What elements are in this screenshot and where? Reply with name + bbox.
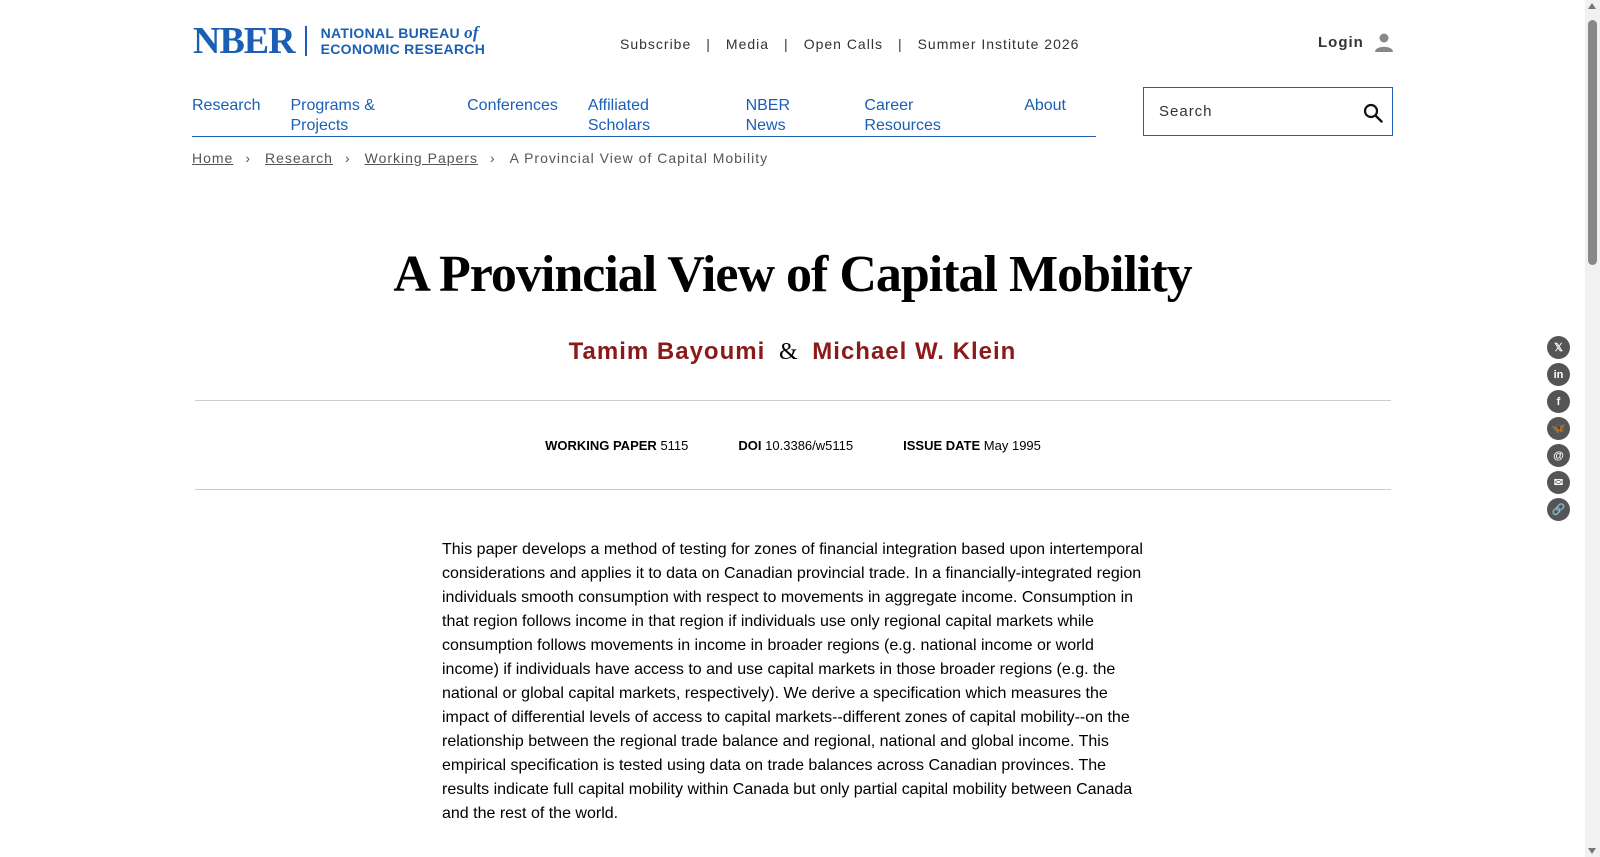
breadcrumb-current: A Provincial View of Capital Mobility: [509, 150, 769, 166]
breadcrumb-home[interactable]: Home: [192, 150, 234, 166]
logo-line1: NATIONAL BUREAU: [320, 25, 465, 41]
working-paper-number: 5115: [660, 437, 689, 453]
doi-label: DOI: [738, 437, 762, 453]
search-button[interactable]: [1362, 102, 1384, 124]
chevron-right-icon: ›: [344, 150, 351, 166]
nav-item-conferences[interactable]: Conferences: [467, 97, 558, 114]
breadcrumb-research[interactable]: Research: [265, 150, 333, 166]
logo-divider: [305, 26, 307, 56]
login-label: Login: [1318, 33, 1364, 51]
user-icon: [1374, 32, 1394, 52]
utility-separator: |: [706, 36, 711, 52]
nav-item-career-resources[interactable]: Career Resources: [864, 97, 941, 134]
logo-text: [321, 25, 486, 57]
utility-link-media[interactable]: Media: [725, 36, 770, 52]
logo-line2: ECONOMIC RESEARCH: [320, 41, 486, 57]
share-bar: [1547, 336, 1570, 525]
nav-item-about[interactable]: About: [1024, 97, 1066, 114]
nber-logo[interactable]: [193, 22, 485, 60]
doi-value: 10.3386/w5115: [765, 437, 854, 453]
utility-link-subscribe[interactable]: Subscribe: [620, 36, 692, 52]
doi-meta: [738, 438, 853, 453]
author-list: [0, 338, 1585, 366]
nav-item-programs-projects[interactable]: Programs & Projects: [290, 97, 375, 134]
bluesky-share-icon[interactable]: 🦋: [1547, 417, 1570, 440]
copy-link-icon[interactable]: 🔗: [1547, 498, 1570, 521]
logo-mark: NBER: [193, 20, 295, 62]
issue-date-meta: [903, 438, 1041, 453]
logo-of: of: [464, 23, 479, 42]
utility-separator: |: [784, 36, 789, 52]
page-title: A Provincial View of Capital Mobility: [393, 246, 1192, 303]
utility-link-summer-institute[interactable]: Summer Institute 2026: [917, 36, 1080, 52]
utility-link-open-calls[interactable]: Open Calls: [803, 36, 883, 52]
nav-item-nber-news[interactable]: NBER News: [745, 97, 791, 134]
x-share-icon[interactable]: 𝕏: [1547, 336, 1570, 359]
search-input[interactable]: [1144, 103, 1344, 120]
email-share-icon[interactable]: ✉: [1547, 471, 1570, 494]
author-separator: &: [778, 339, 799, 365]
search-box: [1143, 87, 1393, 136]
linkedin-share-icon[interactable]: in: [1547, 363, 1570, 386]
utility-nav: [620, 36, 1079, 52]
facebook-share-icon[interactable]: f: [1547, 390, 1570, 413]
search-icon: [1363, 103, 1383, 123]
author-link-bayoumi[interactable]: Tamim Bayoumi: [568, 338, 766, 365]
utility-separator: |: [897, 36, 903, 52]
nav-item-research[interactable]: Research: [192, 97, 261, 114]
issue-date-label: ISSUE DATE: [903, 437, 981, 453]
scrollbar-thumb[interactable]: [1588, 20, 1597, 265]
scroll-down-arrow-icon[interactable]: [1588, 848, 1596, 854]
abstract: This paper develops a method of testing for zones of financial integration based upon intertemporal considerations and applies it to data on Canadian provincial trade. In a financially-integrated region individuals smooth consumption with respect to movements in aggregate income. Consumption in that region follows income in that region if individuals use only regional capital markets while consumption follows movements in income in broader regions (e.g. national income or world income) if individuals have access to and use capital markets in those broader regions (e.g. the national or global capital markets, respectively). We derive a specification which measures the impact of differential levels of access to capital markets--different zones of capital mobility--on the relationship between the regional trade balance and regional, national and global income. This empirical specification is tested using data on trade balances across Canadian provinces. The results indicate full capital mobility within Canada but only partial capital mobility between Canada and the rest of the world.: [442, 541, 1143, 822]
login-link[interactable]: [1318, 32, 1394, 52]
threads-share-icon[interactable]: @: [1547, 444, 1570, 467]
main-nav: [192, 96, 1096, 137]
breadcrumb: [192, 150, 768, 166]
nav-item-affiliated-scholars[interactable]: Affiliated Scholars: [587, 97, 651, 134]
breadcrumb-working-papers[interactable]: Working Papers: [364, 150, 478, 166]
paper-meta: [195, 400, 1391, 490]
scroll-up-arrow-icon[interactable]: [1588, 3, 1596, 9]
working-paper-label: WORKING PAPER: [545, 437, 657, 453]
chevron-right-icon: ›: [245, 150, 252, 166]
chevron-right-icon: ›: [489, 150, 496, 166]
author-link-klein[interactable]: Michael W. Klein: [812, 338, 1017, 365]
working-paper-meta: [545, 438, 688, 453]
issue-date-value: May 1995: [983, 437, 1041, 453]
page-scrollbar[interactable]: [1585, 0, 1600, 857]
